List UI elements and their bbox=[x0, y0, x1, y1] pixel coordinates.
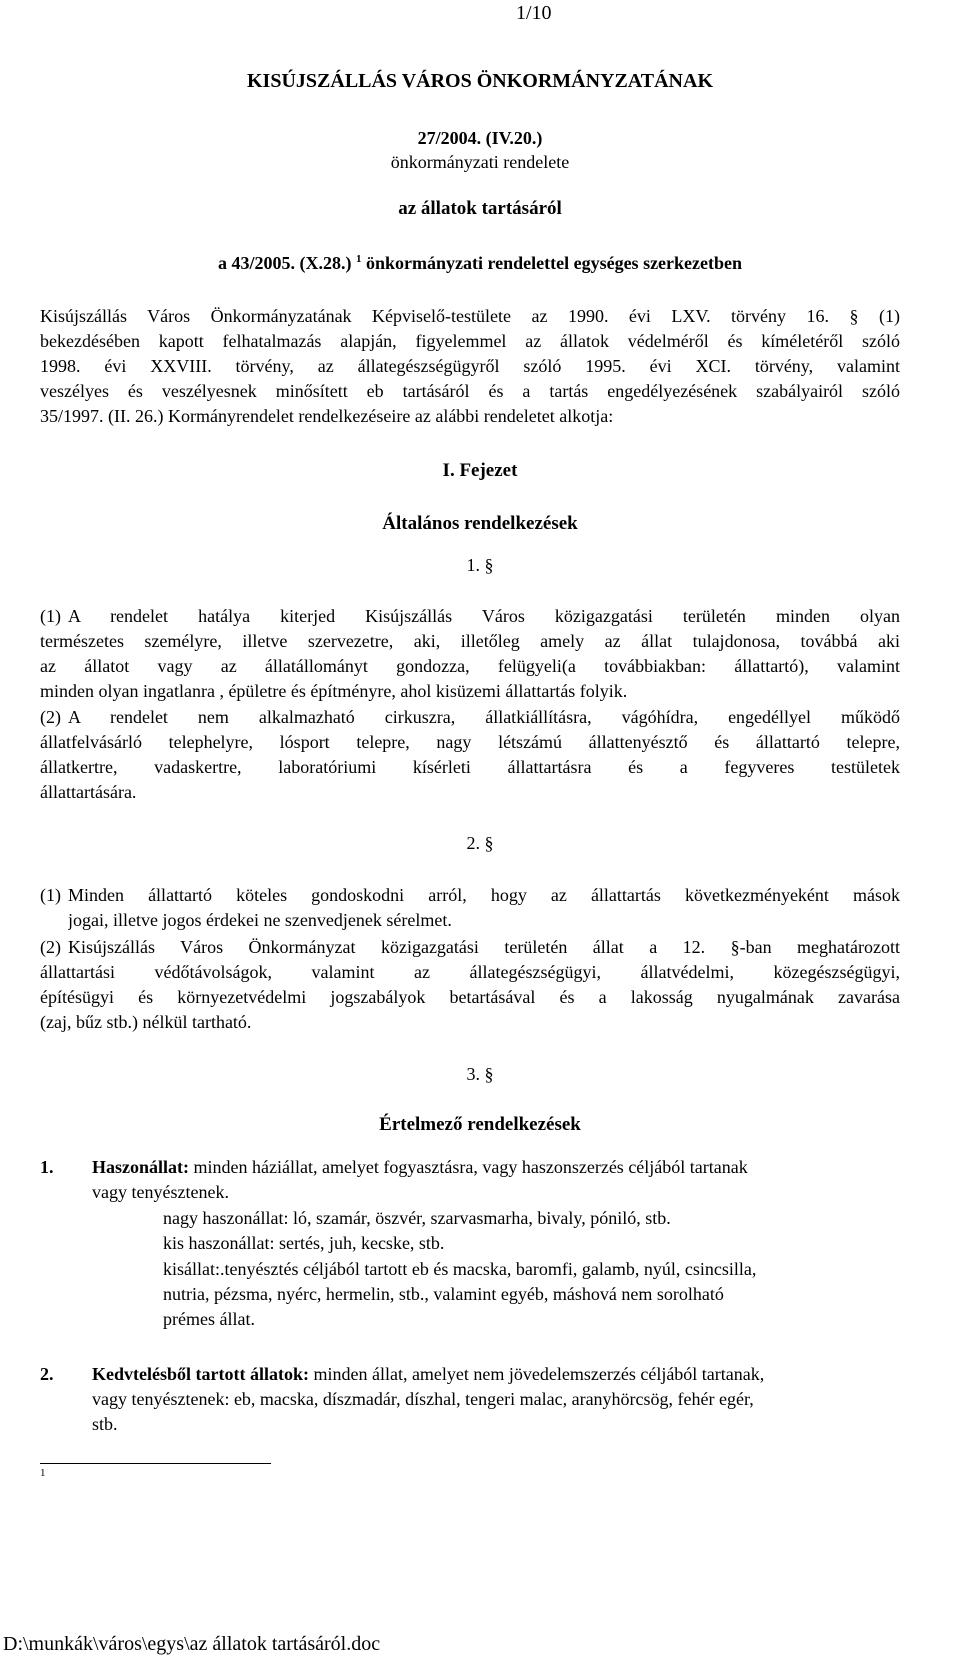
item-number: 2. bbox=[40, 1364, 54, 1384]
definition-line bbox=[92, 1362, 764, 1387]
paragraph-line: természetes személyre, illetve szervezetre, aki, illetőleg amely az állat tulajdonosa, továbbá aki bbox=[40, 631, 900, 651]
subcategory-line: nagy haszonállat: ló, szamár, öszvér, szarvasmarha, bivaly, póniló, stb. bbox=[163, 1208, 671, 1228]
paragraph-number: (2) bbox=[40, 707, 61, 727]
subcategory-line: prémes állat. bbox=[163, 1309, 255, 1329]
footnote-separator bbox=[40, 1463, 271, 1464]
section-3-heading: 3. § bbox=[466, 1064, 494, 1084]
decree-number: 27/2004. (IV.20.) bbox=[417, 128, 543, 148]
section-1-heading: 1. § bbox=[466, 555, 494, 575]
definition-continuation: vagy tenyésztenek. bbox=[92, 1182, 229, 1202]
preamble-line: veszélyes és veszélyesnek minősített eb tartásáról és a tartás engedélyezésének szabályairól szóló bbox=[40, 381, 900, 401]
definition-text: minden háziállat, amelyet fogyasztásra, vagy haszonszerzés céljából tartanak bbox=[193, 1157, 748, 1177]
paragraph-line: az állatot vagy az állatállományt gondozza, felügyeli(a továbbiakban: állattartó), valamint bbox=[40, 656, 900, 676]
definition-term: Kedvtelésből tartott állatok: bbox=[92, 1364, 309, 1384]
paragraph-line: Minden állattartó köteles gondoskodni arról, hogy az állattartás következményeként mások bbox=[68, 885, 900, 905]
preamble-line: 1998. évi XXVIII. törvény, az állategészségügyről szóló 1995. évi XCI. törvény, valamint bbox=[40, 356, 900, 376]
definition-text: minden állat, amelyet nem jövedelemszerzés céljából tartanak, bbox=[313, 1364, 765, 1384]
subcategory-line: nutria, pézsma, nyérc, hermelin, stb., valamint egyéb, máshová nem sorolható bbox=[163, 1284, 724, 1304]
definition-term: Haszonállat: bbox=[92, 1157, 189, 1177]
item-number: 1. bbox=[40, 1157, 54, 1177]
paragraph-line: állattartására. bbox=[40, 782, 137, 802]
footer-file-path: D:\munkák\város\egys\az állatok tartásáról.doc bbox=[3, 1633, 381, 1655]
paragraph-line: A rendelet hatálya kiterjed Kisújszállás Város közigazgatási területén minden olyan bbox=[68, 606, 900, 626]
decree-type: önkormányzati rendelete bbox=[390, 152, 570, 172]
section-3-subtitle: Értelmező rendelkezések bbox=[379, 1114, 581, 1135]
definition-line bbox=[92, 1155, 748, 1180]
org-title: KISÚJSZÁLLÁS VÁROS ÖNKORMÁNYZATÁNAK bbox=[247, 70, 713, 92]
footnote-marker: 1 bbox=[40, 1467, 46, 1479]
preamble-line: bekezdésében kapott felhatalmazás alapján, figyelemmel az állatok védelméről és kíméletéről szóló bbox=[40, 331, 900, 351]
definition-continuation: vagy tenyésztenek: eb, macska, díszmadár, díszhal, tengeri malac, aranyhörcsög, fehér egér, bbox=[92, 1389, 754, 1409]
section-2-heading: 2. § bbox=[466, 833, 494, 853]
paragraph-line: jogai, illetve jogos érdekei ne szenvedjenek sérelmet. bbox=[68, 910, 452, 930]
consolidation-note bbox=[0, 253, 960, 274]
chapter-title: I. Fejezet bbox=[442, 460, 518, 481]
subcategory-line: kis haszonállat: sertés, juh, kecske, stb. bbox=[163, 1233, 445, 1253]
paragraph-line: építésügyi és környezetvédelmi jogszabályok betartásával és a lakosság nyugalmának zavarása bbox=[40, 987, 900, 1007]
paragraph-line: (zaj, bűz stb.) nélkül tartható. bbox=[40, 1012, 252, 1032]
consolidation-pre: a 43/2005. (X.28.) bbox=[217, 253, 352, 273]
preamble-line: Kisújszállás Város Önkormányzatának Képviselő-testülete az 1990. évi LXV. törvény 16. § (1) bbox=[40, 306, 900, 326]
paragraph-line: állatfelvásárló telephelyre, lósport telepre, nagy létszámú állattenyésztő és állattartó telepre, bbox=[40, 732, 900, 752]
paragraph-number: (1) bbox=[40, 885, 61, 905]
subcategory-line: kisállat:.tenyésztés céljából tartott eb és macska, baromfi, galamb, nyúl, csincsilla, bbox=[163, 1259, 757, 1279]
preamble-line: 35/1997. (II. 26.) Kormányrendelet rendelkezéseire az alábbi rendeletet alkotja: bbox=[40, 406, 614, 426]
paragraph-line: állatkertre, vadaskertre, laboratóriumi kísérleti állattartásra és a fegyveres testületek bbox=[40, 757, 900, 777]
paragraph-line: Kisújszállás Város Önkormányzat közigazgatási területén állat a 12. §-ban meghatározott bbox=[68, 937, 900, 957]
page-number: 1/10 bbox=[516, 2, 552, 24]
decree-subject: az állatok tartásáról bbox=[398, 198, 562, 219]
paragraph-number: (2) bbox=[40, 937, 61, 957]
paragraph-line: minden olyan ingatlanra , épületre és építményre, ahol kisüzemi állattartás folyik. bbox=[40, 681, 628, 701]
definition-continuation: stb. bbox=[92, 1414, 118, 1434]
chapter-subtitle: Általános rendelkezések bbox=[382, 513, 578, 534]
paragraph-line: állattartási védőtávolságok, valamint az állategészségügyi, állatvédelmi, közegészségügyi, bbox=[40, 962, 900, 982]
paragraph-number: (1) bbox=[40, 606, 61, 626]
consolidation-post: önkormányzati rendelettel egységes szerkezetben bbox=[365, 253, 743, 273]
footnote-ref: 1 bbox=[355, 253, 362, 265]
paragraph-line: A rendelet nem alkalmazható cirkuszra, állatkiállításra, vágóhídra, engedéllyel működő bbox=[68, 707, 900, 727]
